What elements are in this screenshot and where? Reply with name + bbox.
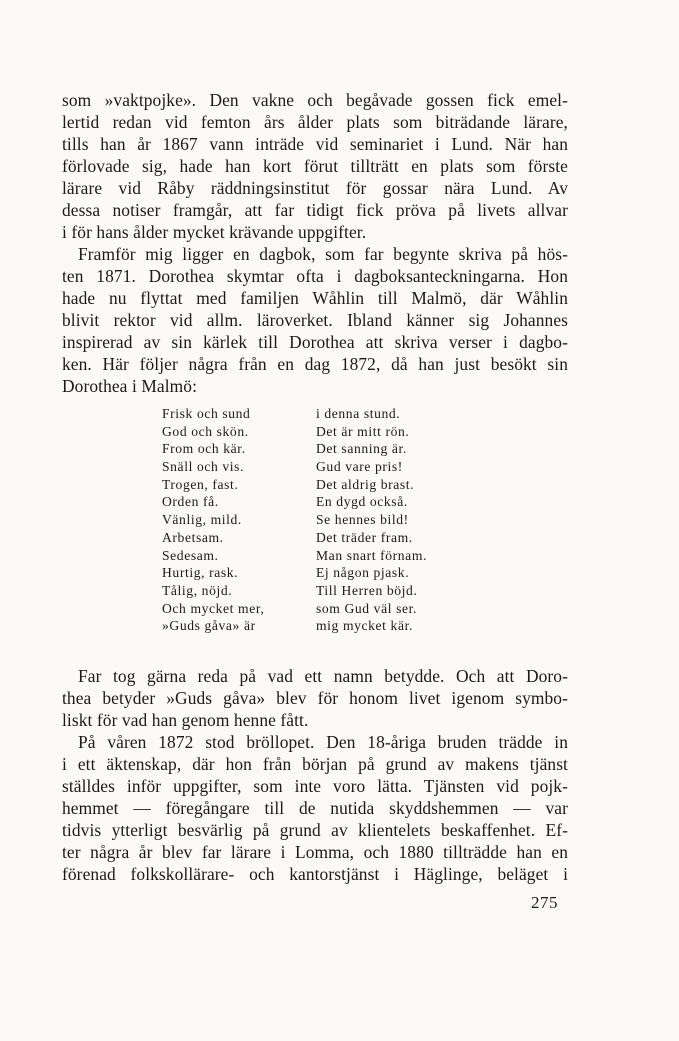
poem-line: Det sanning är. <box>316 441 407 457</box>
text-line: liskt för vad han genom henne fått. <box>62 710 309 730</box>
text-line: i ett äktenskap, där hon från början på grund av makens tjänst <box>62 754 568 774</box>
poem-line: Det träder fram. <box>316 529 413 545</box>
poem-line: Ej någon pjask. <box>316 565 410 581</box>
poem-line: mig mycket kär. <box>316 618 413 634</box>
poem-line: From och kär. <box>162 441 246 457</box>
text-line: ken. Här följer några från en dag 1872, då han just besökt sin <box>62 354 568 374</box>
poem-line: God och skön. <box>162 423 249 439</box>
text-line: tidvis ytterligt besvärlig på grund av klientelets beskaffenhet. Ef- <box>62 820 568 840</box>
poem-line: Snäll och vis. <box>162 459 245 475</box>
text-line: inspirerad av sin kärlek till Dorothea att skriva verser i dagbo- <box>62 332 568 352</box>
poem-line: Det är mitt rön. <box>316 423 410 439</box>
text-line: blivit rektor vid allm. läroverket. Ibland känner sig Johannes <box>62 310 568 330</box>
text-line: ställdes inför uppgifter, som inte voro lätta. Tjänsten vid pojk- <box>62 776 568 796</box>
poem-line: Frisk och sund <box>162 406 251 421</box>
text-line: i för hans ålder mycket krävande uppgifter. <box>62 222 367 242</box>
text-line: hade nu flyttat med familjen Wåhlin till Malmö, där Wåhlin <box>62 288 568 308</box>
text-line: förenad folkskollärare- och kantorstjänst i Häglinge, beläget i <box>62 864 568 884</box>
text-line: Framför mig ligger en dagbok, som far begynte skriva på hös- <box>78 244 568 264</box>
text-line: lertid redan vid femton års ålder plats som biträdande lärare, <box>62 112 568 132</box>
poem-line: Tålig, nöjd. <box>162 582 233 598</box>
poem-right-column <box>316 405 427 635</box>
poem-left-column <box>162 405 264 635</box>
text-line: förlovade sig, hade han kort förut tillträtt en plats som förste <box>62 156 568 176</box>
poem-line: Se hennes bild! <box>316 512 409 528</box>
poem-line: i denna stund. <box>316 406 401 421</box>
poem-line: En dygd också. <box>316 494 408 510</box>
text-line: Dorothea i Malmö: <box>62 376 197 396</box>
text-line: tills han år 1867 vann inträde vid seminariet i Lund. När han <box>62 134 568 154</box>
text-line: ter några år blev far lärare i Lomma, och 1880 tillträdde han en <box>62 842 568 862</box>
poem-line: Och mycket mer, <box>162 600 265 616</box>
poem-line: »Guds gåva» är <box>162 618 256 634</box>
poem-line: Man snart förnam. <box>316 547 427 563</box>
text-line: thea betyder »Guds gåva» blev för honom livet igenom symbo- <box>62 688 568 708</box>
text-line: dessa notiser framgår, att far tidigt fick pröva på livets allvar <box>62 200 568 220</box>
poem-line: Hurtig, rask. <box>162 565 239 581</box>
poem-line: Till Herren böjd. <box>316 582 418 598</box>
poem-line: Trogen, fast. <box>162 476 239 492</box>
page-number: 275 <box>531 893 558 912</box>
poem-line: som Gud väl ser. <box>316 600 417 616</box>
text-line: lärare vid Råby räddningsinstitut för gossar nära Lund. Av <box>62 178 568 198</box>
text-line: Far tog gärna reda på vad ett namn betydde. Och att Doro- <box>78 666 568 686</box>
text-line: som »vaktpojke». Den vakne och begåvade gossen fick emel- <box>62 90 568 110</box>
poem-line: Vänlig, mild. <box>162 512 242 528</box>
text-line: hemmet — föregångare till de nutida skyddshemmen — var <box>62 798 568 818</box>
poem-line: Arbetsam. <box>162 529 224 545</box>
poem-line: Det aldrig brast. <box>316 476 415 492</box>
poem-line: Gud vare pris! <box>316 459 403 475</box>
text-line: På våren 1872 stod bröllopet. Den 18-åriga bruden trädde in <box>78 732 568 752</box>
poem-line: Sedesam. <box>162 547 219 563</box>
text-line: ten 1871. Dorothea skymtar ofta i dagboksanteckningarna. Hon <box>62 266 568 286</box>
poem-line: Orden få. <box>162 494 219 510</box>
